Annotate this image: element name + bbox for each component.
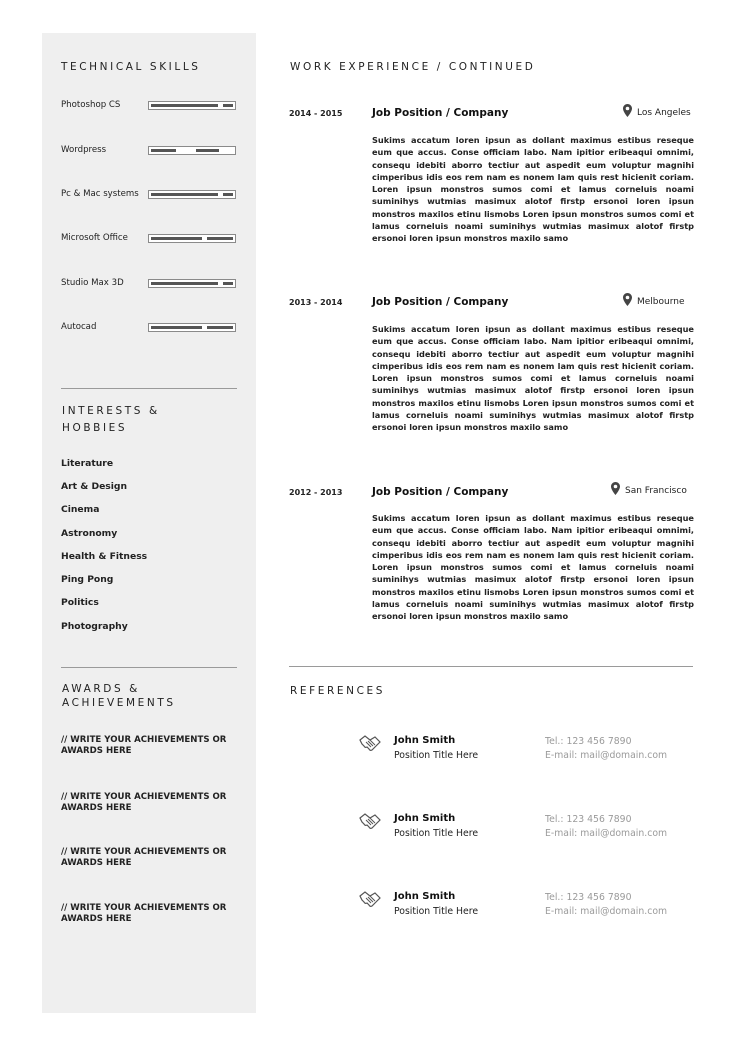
map-pin-icon xyxy=(623,104,632,117)
job-description: Sukims accatum loren ipsun as dollant maximus estibus reseque eum que accus. Conse officiam labo. Nam ipitior eribeaqui omnimi, consequ idebiti aborro tectiur aut aspedit eum voluptur magnihi cimperibus idis eos rem nam es nonem lam quis rest hicienit coriam. Loren ipsun monstros sumos comi et lamus corneluis noami suminihys wutmias masimux alotof firstp ersonoi loren ipsun monstros maxilos etinu lismobs Loren ipsun monstros sumos comi et lamus corneluis noami suminihys wutmias masimux alotof firstp ersonoi loren ipsun monstros maxilo samo xyxy=(372,135,694,244)
reference-name: John Smith xyxy=(394,735,456,746)
skill-label: Pc & Mac systems xyxy=(61,189,139,199)
job-description: Sukims accatum loren ipsun as dollant maximus estibus reseque eum que accus. Conse officiam labo. Nam ipitior eribeaqui omnimi, consequ idebiti aborro tectiur aut aspedit eum voluptur magnihi cimperibus idis eos rem nam es nonem lam quis rest hicienit coriam. Loren ipsun monstros sumos comi et lamus corneluis noami suminihys wutmias masimux alotof firstp ersonoi loren ipsun monstros maxilos etinu lismobs Loren ipsun monstros sumos comi et lamus corneluis noami suminihys wutmias masimux alotof firstp ersonoi loren ipsun monstros maxilo samo xyxy=(372,513,694,622)
skill-label: Studio Max 3D xyxy=(61,278,124,288)
reference-tel: Tel.: 123 456 7890 xyxy=(545,814,632,825)
award-item: // WRITE YOUR ACHIEVEMENTS OR AWARDS HERE xyxy=(61,735,227,756)
interest-item: Politics xyxy=(61,597,99,608)
reference-tel: Tel.: 123 456 7890 xyxy=(545,892,632,903)
interest-item: Photography xyxy=(61,621,128,632)
technical-skills-title: TECHNICAL SKILLS xyxy=(61,61,201,73)
skill-label: Wordpress xyxy=(61,145,107,155)
job-location xyxy=(623,104,691,118)
reference-tel: Tel.: 123 456 7890 xyxy=(545,736,632,747)
interest-item: Literature xyxy=(61,458,114,469)
reference-position: Position Title Here xyxy=(394,828,479,839)
job-title: Job Position / Company xyxy=(372,486,509,498)
handshake-icon xyxy=(359,812,381,830)
skill-bar xyxy=(148,234,236,243)
award-item: // WRITE YOUR ACHIEVEMENTS OR AWARDS HERE xyxy=(61,847,227,868)
reference-name: John Smith xyxy=(394,891,456,902)
interest-item: Ping Pong xyxy=(61,574,114,585)
work-experience-title: WORK EXPERIENCE / CONTINUED xyxy=(290,61,536,73)
award-item: // WRITE YOUR ACHIEVEMENTS OR AWARDS HERE xyxy=(61,903,227,924)
skill-label: Photoshop CS xyxy=(61,100,121,110)
reference-email: E-mail: mail@domain.com xyxy=(545,750,668,761)
interests-title: INTERESTS & HOBBIES xyxy=(62,405,160,434)
sidebar-divider xyxy=(61,388,237,389)
main-divider xyxy=(289,666,693,667)
handshake-icon xyxy=(359,734,381,752)
references-title: REFERENCES xyxy=(290,685,386,697)
handshake-icon xyxy=(359,890,381,908)
reference-name: John Smith xyxy=(394,813,456,824)
skill-bar xyxy=(148,101,236,110)
job-description: Sukims accatum loren ipsun as dollant maximus estibus reseque eum que accus. Conse officiam labo. Nam ipitior eribeaqui omnimi, consequ idebiti aborro tectiur aut aspedit eum voluptur magnihi cimperibus idis eos rem nam es nonem lam quis rest hicienit coriam. Loren ipsun monstros sumos comi et lamus corneluis noami suminihys wutmias masimux alotof firstp ersonoi loren ipsun monstros maxilos etinu lismobs Loren ipsun monstros sumos comi et lamus corneluis noami suminihys wutmias masimux alotof firstp ersonoi loren ipsun monstros maxilo samo xyxy=(372,324,694,433)
job-location-text: Melbourne xyxy=(637,297,685,307)
award-item: // WRITE YOUR ACHIEVEMENTS OR AWARDS HERE xyxy=(61,792,227,813)
map-pin-icon xyxy=(611,482,620,495)
reference-position: Position Title Here xyxy=(394,906,479,917)
reference-email: E-mail: mail@domain.com xyxy=(545,906,668,917)
awards-title: AWARDS & ACHIEVEMENTS xyxy=(62,683,176,709)
skill-label: Microsoft Office xyxy=(61,233,128,243)
job-dates: 2014 - 2015 xyxy=(289,109,343,118)
skill-bar xyxy=(148,146,236,155)
skill-bar xyxy=(148,279,236,288)
reference-email: E-mail: mail@domain.com xyxy=(545,828,668,839)
job-title: Job Position / Company xyxy=(372,107,509,119)
job-location-text: San Francisco xyxy=(625,486,687,496)
sidebar-divider xyxy=(61,667,237,668)
job-dates: 2012 - 2013 xyxy=(289,488,343,497)
interest-item: Astronomy xyxy=(61,528,118,539)
skill-bar xyxy=(148,323,236,332)
job-location xyxy=(623,293,685,307)
interest-item: Art & Design xyxy=(61,481,128,492)
skill-bar xyxy=(148,190,236,199)
job-location-text: Los Angeles xyxy=(637,108,691,118)
job-dates: 2013 - 2014 xyxy=(289,298,343,307)
interest-item: Health & Fitness xyxy=(61,551,148,562)
skill-label: Autocad xyxy=(61,322,97,332)
reference-position: Position Title Here xyxy=(394,750,479,761)
job-title: Job Position / Company xyxy=(372,296,509,308)
map-pin-icon xyxy=(623,293,632,306)
job-location xyxy=(611,482,687,496)
interest-item: Cinema xyxy=(61,504,100,515)
